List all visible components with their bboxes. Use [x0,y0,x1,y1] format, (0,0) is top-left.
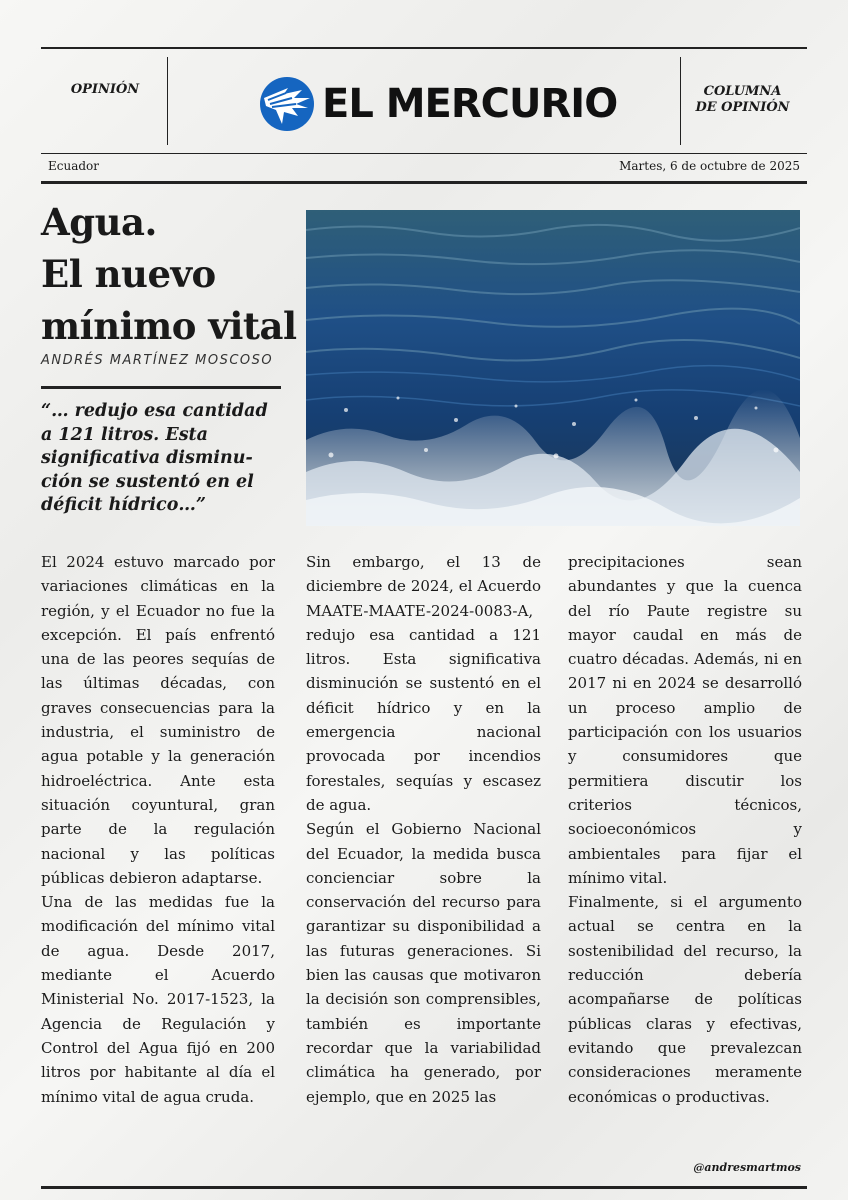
headline-line: El nuevo [41,252,216,296]
article-column-2 [306,550,541,1109]
bottom-rule [41,1186,807,1189]
article-paragraph: Sin embargo, el 13 de diciembre de 2024, el Acuerdo MAATE-MAATE-2024-0083-A, redujo esa cantidad a 121 litros. Esta significativa disminución se sustentó en el déficit hídrico y en la emergencia nacional provocada por incendios forestales, sequías y escasez de agua. [306,553,541,814]
masthead-divider-right [680,57,681,145]
pull-quote: “… redujo esa cantidad a 121 litros. Esta significativa disminución se sustentó en el déficit hídrico…” [41,401,268,515]
water-image [306,210,800,526]
brand-name: EL MERCURIO [322,81,618,127]
top-rule [41,47,807,49]
headline [41,196,301,352]
masthead-bottom-rule [41,153,807,154]
location-label: Ecuador [48,159,100,173]
article-paragraph: precipitaciones sean abundantes y que la cuenca del río Paute registre su mayor caudal en más de cuatro décadas. Además, ni en 2017 ni en 2024 se desarrolló un proceso amplio de participación con los usuarios y consumidores que permitiera discutir los criterios técnicos, socioeconómicos y ambientales para fijar el mínimo vital. [568,553,802,887]
column-label-line1: COLUMNA [703,84,782,99]
author-handle: @andresmartmos [693,1161,801,1174]
masthead-divider-left [167,57,168,145]
mercury-head-icon [258,76,316,132]
column-label [690,84,795,116]
headline-line: Agua. [41,200,157,244]
headline-line: mínimo vital [41,304,297,348]
water-photo [306,210,800,526]
column-label-line2: DE OPINIÓN [695,100,790,115]
article-paragraph: Según el Gobierno Nacional del Ecuador, la medida busca concienciar sobre la conservación del recurso para garantizar su disponibilidad a las futuras generaciones. Si bien las causas que motivaron la decisión son comprensibles, también es importante recordar que la variabilidad climática ha generado, por ejemplo, que en 2025 las [306,820,541,1106]
masthead-logo [258,74,617,134]
quote-rule [41,386,281,389]
article-paragraph: El 2024 estuvo marcado por variaciones climáticas en la región, y el Ecuador no fue la excepción. El país enfrentó una de las peores sequías de las últimas décadas, con graves consecuencias para la industria, el suministro de agua potable y la generación hidroeléctrica. Ante esta situación coyuntural, gran parte de la regulación nacional y las políticas públicas debieron adaptarse. [41,553,275,887]
article-column-1 [41,550,275,1109]
byline: ANDRÉS MARTÍNEZ MOSCOSO [41,353,274,368]
issue-date: Martes, 6 de octubre de 2025 [619,159,800,173]
article-column-3 [568,550,802,1109]
article-paragraph: Una de las medidas fue la modificación del mínimo vital de agua. Desde 2017, mediante el Acuerdo Ministerial No. 2017-1523, la Agencia de Regulación y Control del Agua fijó en 200 litros por habitante al día el mínimo vital de agua cruda. [41,893,275,1106]
subline-rule [41,181,807,184]
section-label: OPINIÓN [70,82,140,97]
article-paragraph: Finalmente, si el argumento actual se centra en la sostenibilidad del recurso, la reducción debería acompañarse de políticas públicas claras y efectivas, evitando que prevalezcan consideraciones meramente económicas o productivas. [568,893,802,1106]
